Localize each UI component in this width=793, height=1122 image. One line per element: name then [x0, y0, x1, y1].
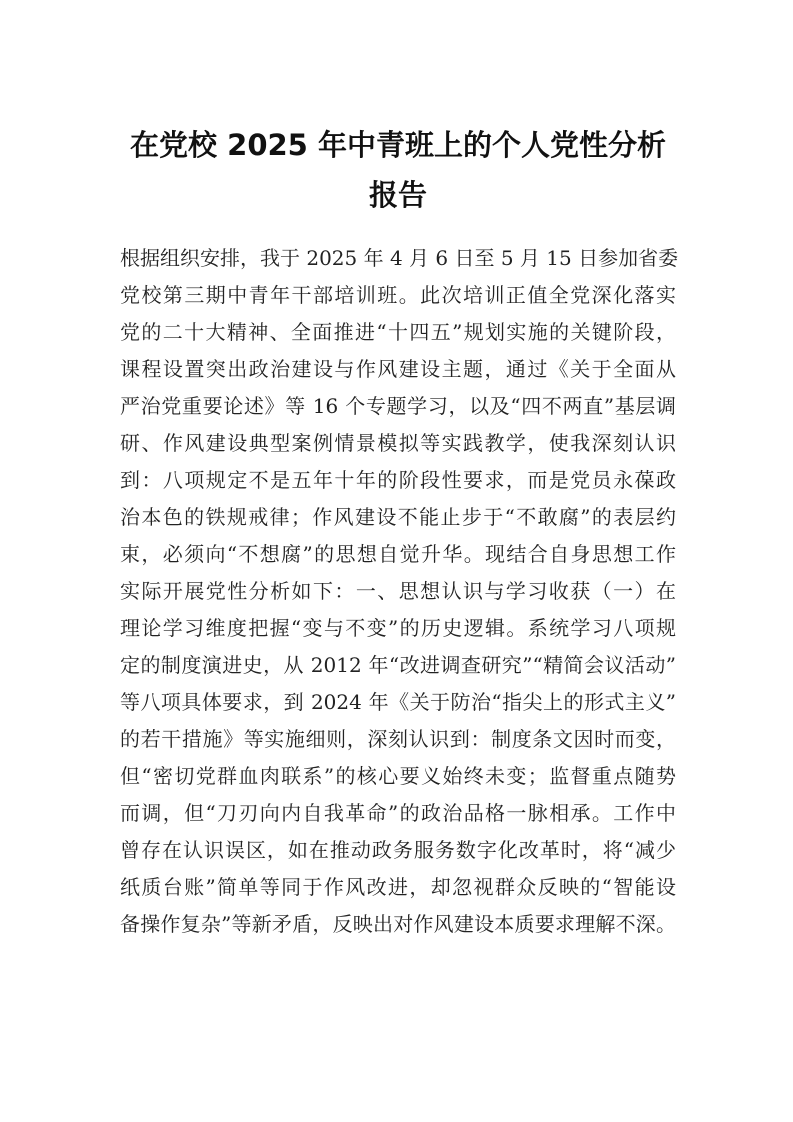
document-body	[120, 240, 679, 943]
body-line: 治本色的铁规戒律；作风建设不能止步于“不敢腐”的表层约	[120, 505, 676, 529]
body-line: 党校第三期中青年干部培训班。此次培训正值全党深化落实	[120, 283, 676, 307]
body-line: 曾存在认识误区，如在推动政务服务数字化改革时，将“减少	[120, 838, 676, 862]
body-line: 理论学习维度把握“变与不变”的历史逻辑。系统学习八项规	[120, 616, 676, 640]
body-line: 定的制度演进史，从 2012 年“改进调查研究”“精简会议活动”	[120, 653, 676, 677]
body-line: 课程设置突出政治建设与作风建设主题，通过《关于全面从	[120, 357, 676, 381]
body-line: 但“密切党群血肉联系”的核心要义始终未变；监督重点随势	[120, 764, 676, 788]
body-line: 到：八项规定不是五年十年的阶段性要求，而是党员永葆政	[120, 468, 676, 492]
body-line: 严治党重要论述》等 16 个专题学习，以及“四不两直”基层调	[120, 394, 676, 418]
body-line: 等八项具体要求，到 2024 年《关于防治“指尖上的形式主义”	[120, 690, 676, 714]
body-line: 实际开展党性分析如下：一、思想认识与学习收获（一）在	[120, 579, 676, 603]
body-line: 束，必须向“不想腐”的思想自觉升华。现结合自身思想工作	[120, 542, 676, 566]
document-title: 在党校 2025 年中青班上的个人党性分析报告	[130, 128, 666, 212]
body-line: 研、作风建设典型案例情景模拟等实践教学，使我深刻认识	[120, 431, 676, 455]
body-line: 根据组织安排，我于 2025 年 4 月 6 日至 5 月 15 日参加省委	[120, 246, 679, 270]
body-line: 党的二十大精神、全面推进“十四五”规划实施的关键阶段，	[120, 320, 676, 344]
body-line: 纸质台账”简单等同于作风改进，却忽视群众反映的“智能设	[120, 875, 676, 899]
body-line: 的若干措施》等实施细则，深刻认识到：制度条文因时而变，	[120, 727, 676, 751]
body-line: 而调，但“刀刃向内自我革命”的政治品格一脉相承。工作中	[120, 801, 676, 825]
body-line: 备操作复杂”等新矛盾，反映出对作风建设本质要求理解不深。	[120, 912, 676, 936]
